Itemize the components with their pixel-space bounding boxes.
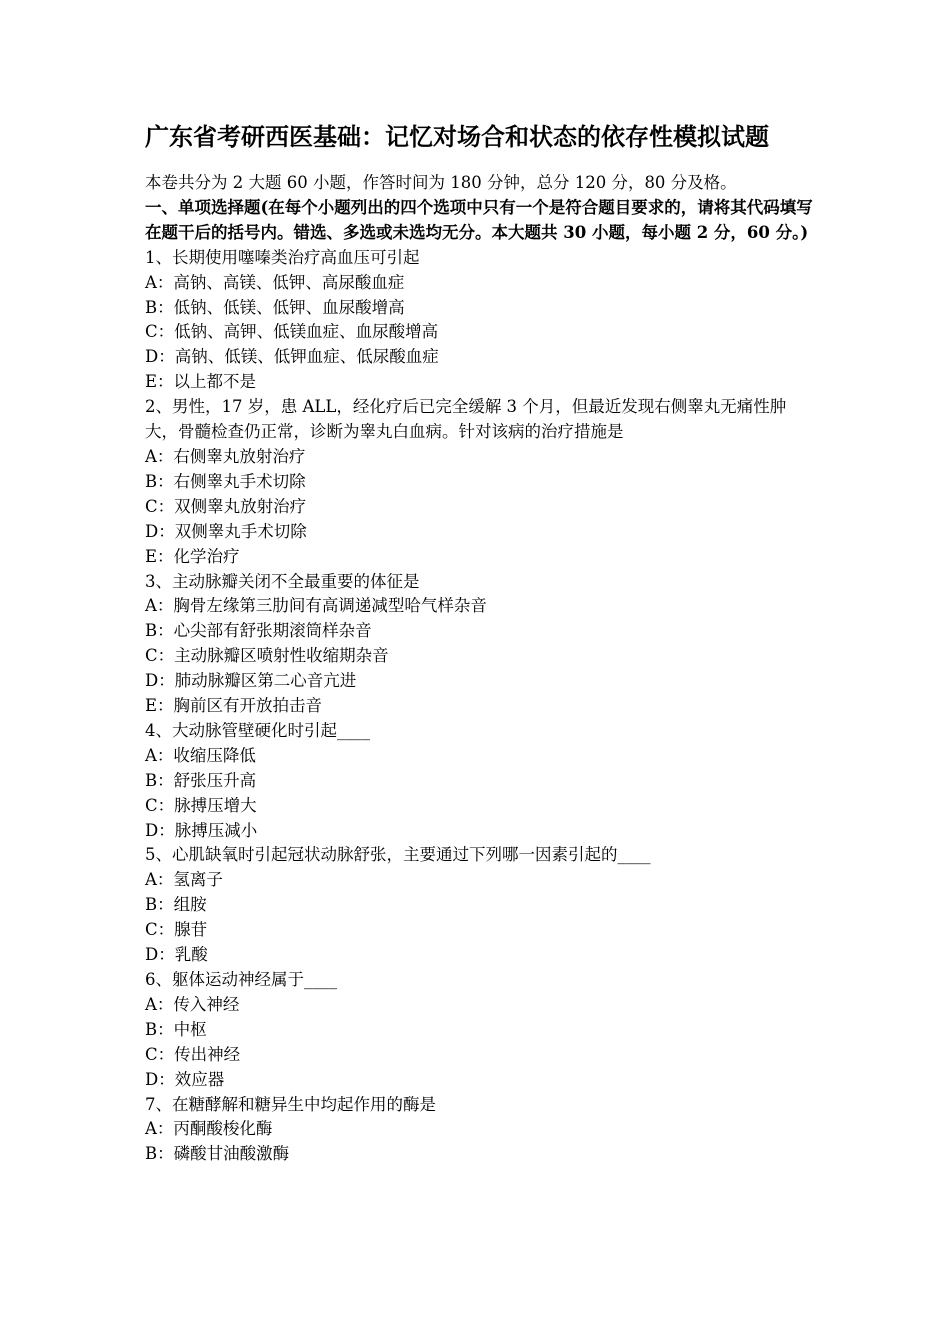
answer-option: C：双侧睾丸放射治疗	[145, 496, 307, 516]
question-7	[145, 1093, 815, 1168]
answer-option: C：脉搏压增大	[145, 795, 257, 815]
answer-option: A：收缩压降低	[145, 745, 256, 765]
answer-option: C：腺苷	[145, 920, 208, 940]
answer-option: D：乳酸	[145, 945, 208, 965]
answer-option: E：化学治疗	[145, 546, 240, 566]
question-stem: 5、心肌缺氧时引起冠状动脉舒张，主要通过下列哪一因素引起的____	[145, 845, 651, 865]
answer-option: B：低钠、低镁、低钾、血尿酸增高	[145, 297, 405, 317]
question-stem: 4、大动脉管壁硬化时引起____	[145, 720, 370, 740]
answer-option: A：丙酮酸梭化酶	[145, 1119, 273, 1139]
answer-option: A：高钠、高镁、低钾、高尿酸血症	[145, 272, 405, 292]
answer-option: D：高钠、低镁、低钾血症、低尿酸血症	[145, 347, 439, 367]
answer-option: A：传入神经	[145, 994, 240, 1014]
question-5	[145, 843, 815, 968]
question-stem: 6、躯体运动神经属于____	[145, 970, 337, 989]
answer-option: D：肺动脉瓣区第二心音亢进	[145, 671, 357, 691]
document-title: 广东省考研西医基础：记忆对场合和状态的依存性模拟试题	[145, 122, 769, 151]
answer-option: A：胸骨左缘第三肋间有高调递减型哈气样杂音	[145, 596, 487, 616]
question-3	[145, 570, 815, 719]
question-4	[145, 719, 815, 844]
answer-option: B：舒张压升高	[145, 770, 257, 790]
answer-option: D：双侧睾丸手术切除	[145, 521, 307, 541]
question-stem: 3、主动脉瓣关闭不全最重要的体征是	[145, 571, 420, 591]
question-stem: 7、在糖酵解和糖异生中均起作用的酶是	[145, 1094, 436, 1114]
answer-option: D：脉搏压减小	[145, 820, 258, 840]
document-body	[145, 171, 815, 1167]
answer-option: C：传出神经	[145, 1044, 241, 1064]
answer-option: B：组胺	[145, 895, 207, 915]
question-2	[145, 395, 815, 569]
question-6	[145, 968, 815, 1093]
answer-option: C：主动脉瓣区喷射性收缩期杂音	[145, 646, 389, 666]
answer-option: E：以上都不是	[145, 372, 257, 392]
answer-option: A：氢离子	[145, 870, 223, 890]
answer-option: B：心尖部有舒张期滚筒样杂音	[145, 621, 372, 641]
answer-option: C：低钠、高钾、低镁血症、血尿酸增高	[145, 322, 439, 342]
answer-option: B：右侧睾丸手术切除	[145, 471, 306, 491]
question-stem: 2、男性，17 岁，患 ALL，经化疗后已完全缓解 3 个月，但最近发现右侧睾丸无痛性肿大，骨髓检查仍正常，诊断为睾丸白血病。针对该病的治疗措施是	[145, 397, 787, 442]
answer-option: A：右侧睾丸放射治疗	[145, 446, 306, 466]
exam-intro: 本卷共分为 2 大题 60 小题，作答时间为 180 分钟，总分 120 分，80 分及格。	[145, 173, 737, 192]
answer-option: B：中枢	[145, 1019, 207, 1039]
answer-option: B：磷酸甘油酸激酶	[145, 1144, 290, 1164]
answer-option: E：胸前区有开放拍击音	[145, 696, 323, 716]
answer-option: D：效应器	[145, 1069, 225, 1089]
section-heading: 一、单项选择题(在每个小题列出的四个选项中只有一个是符合题目要求的，请将其代码填写在题干后的括号内。错选、多选或未选均无分。本大题共 30 小题，每小题 2 分，60 分。)	[145, 197, 813, 242]
question-stem: 1、长期使用噻嗪类治疗高血压可引起	[145, 247, 420, 267]
question-1	[145, 246, 815, 395]
